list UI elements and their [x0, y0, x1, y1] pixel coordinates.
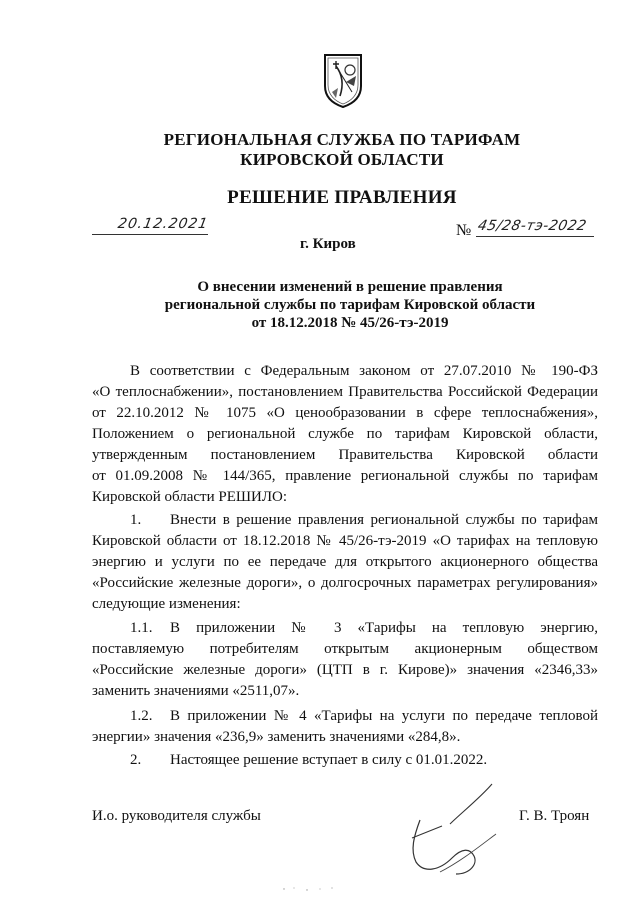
handwritten-date: 20.12.2021	[116, 216, 210, 232]
number-sign: №	[456, 222, 472, 239]
handwritten-signature	[400, 776, 510, 886]
signer-name: Г. В. Троян	[519, 808, 590, 824]
body-line: от 22.10.2012 № 1075 «О ценообразовании в сфере теплоснабжения»,	[92, 405, 598, 421]
body-text: В приложении № 4 «Тарифы на услуги по передаче тепловой	[170, 708, 598, 724]
subject-line: О внесении изменений в решение правления	[197, 279, 503, 295]
body-line: «О теплоснабжении», постановлением Правительства Российской Федерации	[92, 384, 598, 400]
body-line: заменить значениями «2511,07».	[92, 683, 300, 699]
item-number: 1.1.	[130, 620, 153, 636]
body-line: «Российские железные дороги», о долгосрочных параметрах регулирования»	[92, 575, 598, 591]
body-text: В приложении № 3 «Тарифы на тепловую энергию,	[170, 620, 598, 636]
body-line: энергию и услуги по ее передаче для открытого акционерного общества	[92, 554, 598, 570]
body-line	[92, 487, 598, 508]
body-line: В соответствии с Федеральным законом от 27.07.2010 № 190-ФЗ	[130, 363, 598, 379]
list-item	[92, 706, 598, 727]
issue-city: г. Киров	[300, 236, 356, 252]
body-line: Кировской области от 18.12.2018 № 45/26-тэ-2019 «О тарифах на тепловую	[92, 533, 598, 549]
body-line: «Российские железные дороги» (ЦТП в г. Кирове)» значения «2346,33»	[92, 662, 598, 678]
body-line: от 01.09.2008 № 144/365, правление региональной службы по тарифам	[92, 468, 598, 484]
subject-line: от 18.12.2018 № 45/26-тэ-2019	[251, 315, 449, 331]
subject-line: региональной службы по тарифам Кировской области	[164, 297, 536, 313]
body-text: Кировской области	[92, 489, 219, 505]
list-item	[92, 618, 598, 639]
resolved-keyword: РЕШИЛО:	[218, 489, 288, 505]
item-number: 1.	[130, 512, 142, 528]
body-line: следующие изменения:	[92, 596, 241, 612]
document-body	[92, 361, 598, 771]
document-type-title: РЕШЕНИЕ ПРАВЛЕНИЯ	[227, 187, 457, 208]
signer-title: И.о. руководителя службы	[92, 808, 261, 824]
body-text: Внести в решение правления региональной службы по тарифам	[170, 512, 598, 528]
body-line: Положением о региональной службе по тарифам Кировской области,	[92, 426, 598, 442]
list-item	[92, 750, 598, 771]
document-subject	[120, 278, 580, 332]
body-line: поставляемую потребителям открытым акционерным обществом	[92, 641, 598, 657]
body-text: Настоящее решение вступает в силу с 01.01.2022.	[170, 752, 488, 768]
organization-name-line2: КИРОВСКОЙ ОБЛАСТИ	[240, 150, 444, 169]
item-number: 1.2.	[130, 708, 153, 724]
coat-of-arms-icon	[322, 52, 364, 108]
handwritten-document-number: 45/28-тэ-2022	[476, 218, 589, 234]
body-line: утвержденным постановлением Правительства Кировской области	[92, 447, 598, 463]
body-line: энергии» значения «236,9» заменить значениями «284,8».	[92, 729, 461, 745]
scan-noise	[280, 886, 340, 892]
item-number: 2.	[130, 752, 142, 768]
list-item	[92, 510, 598, 531]
organization-name-line1: РЕГИОНАЛЬНАЯ СЛУЖБА ПО ТАРИФАМ	[163, 130, 521, 149]
